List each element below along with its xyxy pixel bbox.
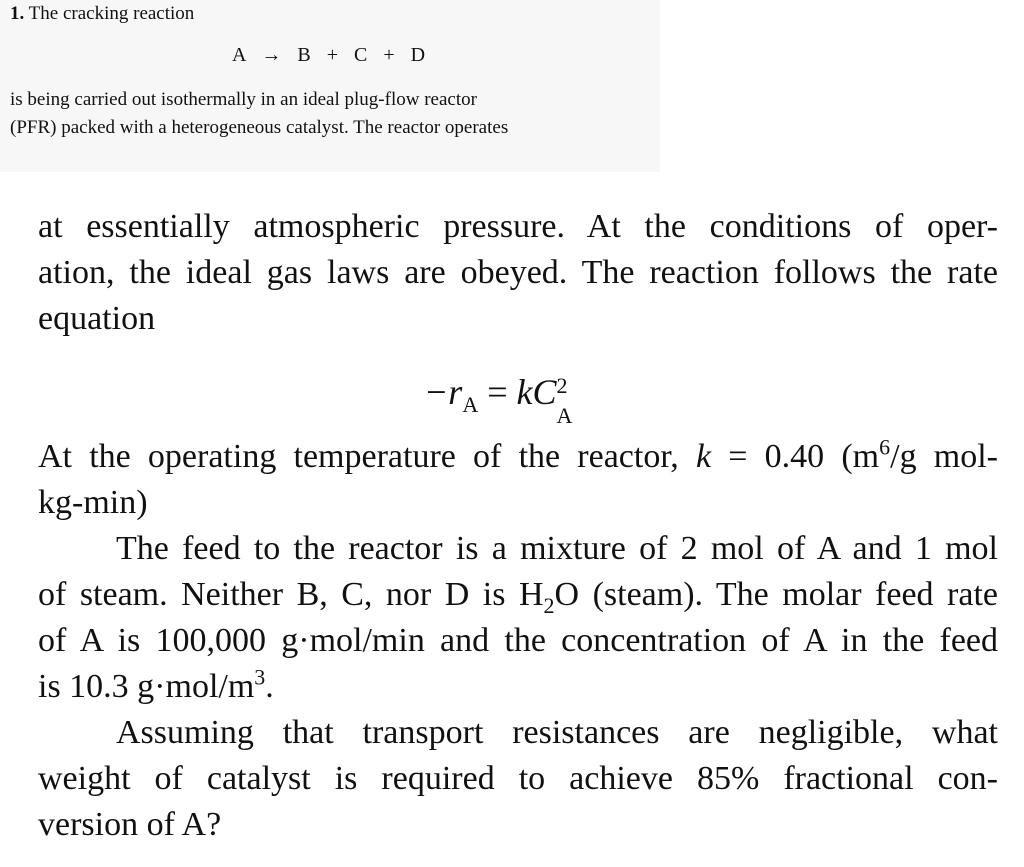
rate-constant-k: k <box>516 372 533 412</box>
rate-equals: = <box>478 372 517 412</box>
product-c: C <box>353 44 369 66</box>
paragraph-4-line-2: weight of catalyst is required to achieve 85% fractional con- <box>38 760 998 797</box>
concentration-indices <box>556 373 577 428</box>
paragraph-3-line-3: of A is 100,000 g·mol/min and the concentration of A in the feed <box>38 622 998 659</box>
paragraph-2-text: At the operating temperature of the reactor, <box>38 438 696 475</box>
main-excerpt <box>0 172 1024 867</box>
paragraph-conditions <box>38 204 998 342</box>
paragraph-3-line-4-start: is 10.3 g·mol/m <box>38 668 255 705</box>
paragraph-2-line-2: kg-min) <box>38 484 148 521</box>
rate-lhs: −r <box>424 372 463 412</box>
k-variable: k <box>696 438 712 475</box>
k-unit-exponent: 6 <box>879 434 891 460</box>
top-excerpt <box>0 0 660 172</box>
top-paragraph-line-2: (PFR) packed with a heterogeneous catalyst. The reactor operates <box>10 117 509 138</box>
paragraph-3-line-2-end: O (steam). The molar feed rate <box>554 576 999 613</box>
concentration-subscript: A <box>556 403 573 428</box>
paragraph-3-line-4 <box>38 664 998 710</box>
paragraph-3-line-2 <box>38 572 998 618</box>
top-paragraph <box>10 86 650 142</box>
product-b: B <box>297 44 312 66</box>
paragraph-3-line-2-start: of steam. Neither B, C, nor D is H <box>38 576 544 613</box>
paragraph-feed <box>38 526 998 710</box>
paragraph-2-line-1 <box>38 434 998 480</box>
k-unit-rest: /g mol- <box>890 438 998 475</box>
top-paragraph-line-1: is being carried out isothermally in an ideal plug-flow reactor <box>10 89 477 110</box>
k-value: = 0.40 (m <box>711 438 880 475</box>
volume-exponent: 3 <box>254 664 266 690</box>
concentration-c: C <box>532 372 557 412</box>
product-d: D <box>410 44 427 66</box>
paragraph-1-line-1: at essentially atmospheric pressure. At the conditions of oper- <box>38 208 998 245</box>
question-title: The cracking reaction <box>28 3 195 24</box>
reaction-arrow: → <box>261 44 283 66</box>
reaction-equation <box>232 42 426 68</box>
water-subscript: 2 <box>543 592 555 618</box>
rate-lhs-subscript: A <box>462 392 479 418</box>
paragraph-4-line-1: Assuming that transport resistances are negligible, what <box>116 714 998 751</box>
paragraph-4-line-3: version of A? <box>38 806 222 843</box>
paragraph-rate-constant <box>38 434 998 526</box>
paragraph-3-line-1: The feed to the reactor is a mixture of 2 mol of A and 1 mol <box>116 530 998 567</box>
paragraph-3-line-4-end: . <box>265 668 274 705</box>
plus-sign-2: + <box>383 44 396 66</box>
question-number: 1. <box>10 3 25 24</box>
reactant-a: A <box>232 44 247 66</box>
paragraph-1-line-2: ation, the ideal gas laws are obeyed. The reaction follows the rate <box>38 254 998 291</box>
paragraph-1-line-3: equation <box>38 300 156 337</box>
plus-sign-1: + <box>326 44 339 66</box>
concentration-exponent: 2 <box>556 373 568 398</box>
question-heading <box>10 2 194 26</box>
rate-equation <box>424 370 577 428</box>
paragraph-question <box>38 710 998 848</box>
